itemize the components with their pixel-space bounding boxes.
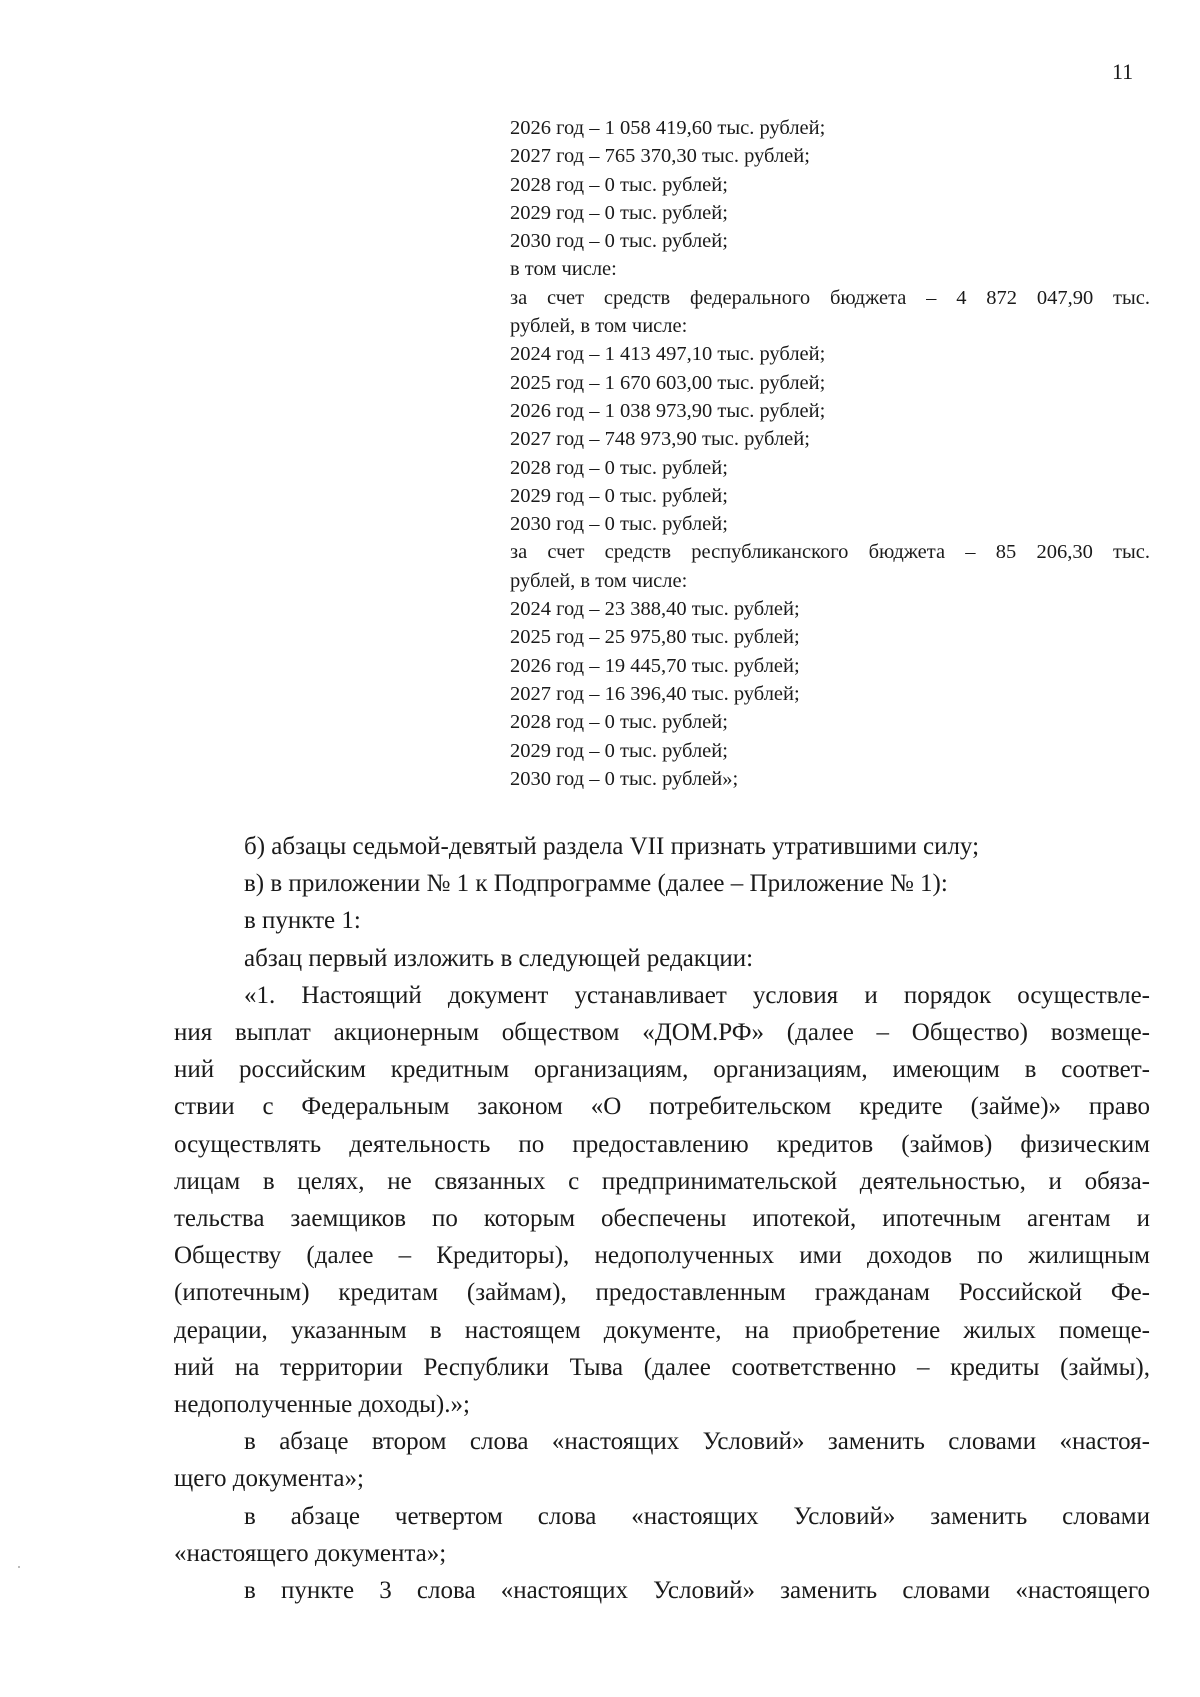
paragraph-line: лицам в целях, не связанных с предпринимательской деятельностью, и обяза- — [174, 1167, 1150, 1195]
list-line: 2024 год – 23 388,40 тыс. рублей; — [510, 598, 800, 621]
paragraph-line: «настоящего документа»; — [174, 1539, 447, 1567]
list-line: 2027 год – 765 370,30 тыс. рублей; — [510, 145, 810, 168]
paragraph-line: ний российским кредитным организациям, организациям, имеющим в соответ- — [174, 1056, 1150, 1084]
list-line: 2029 год – 0 тыс. рублей; — [510, 484, 728, 507]
amendments-text — [174, 828, 1150, 1609]
list-line: 2030 год – 0 тыс. рублей; — [510, 230, 728, 253]
paragraph-line: в абзаце втором слова «настоящих Условий» заменить словами «настоя- — [244, 1428, 1150, 1456]
paragraph-line: ния выплат акционерным обществом «ДОМ.РФ» (далее – Общество) возмеще- — [174, 1019, 1150, 1047]
paragraph-line: дерации, указанным в настоящем документе, на приобретение жилых помеще- — [174, 1316, 1150, 1344]
list-line: 2027 год – 16 396,40 тыс. рублей; — [510, 682, 800, 705]
scan-speck — [18, 1566, 20, 1568]
paragraph-line: недополученные доходы).»; — [174, 1391, 470, 1419]
list-line: рублей, в том числе: — [510, 569, 688, 592]
paragraph-line: в) в приложении № 1 к Подпрограмме (далее – Приложение № 1): — [244, 870, 948, 898]
list-line: 2025 год – 25 975,80 тыс. рублей; — [510, 626, 800, 649]
paragraph-line: Обществу (далее – Кредиторы), недополученных ими доходов по жилищным — [174, 1242, 1150, 1270]
list-line: 2028 год – 0 тыс. рублей; — [510, 173, 728, 196]
paragraph-line: в пункте 3 слова «настоящих Условий» заменить словами «настоящего — [244, 1577, 1150, 1605]
list-line: 2026 год – 19 445,70 тыс. рублей; — [510, 654, 800, 677]
paragraph-line: (ипотечным) кредитам (займам), предоставленным гражданам Российской Фе- — [174, 1279, 1150, 1307]
list-line: 2026 год – 1 058 419,60 тыс. рублей; — [510, 117, 826, 139]
list-line: 2025 год – 1 670 603,00 тыс. рублей; — [510, 371, 826, 394]
list-line: 2029 год – 0 тыс. рублей; — [510, 739, 728, 762]
list-line: 2030 год – 0 тыс. рублей; — [510, 513, 728, 536]
paragraph-line: тельства заемщиков по которым обеспечены ипотекой, ипотечным агентам и — [174, 1205, 1150, 1233]
paragraph-line: абзац первый изложить в следующей редакции: — [244, 944, 754, 972]
list-line: 2024 год – 1 413 497,10 тыс. рублей; — [510, 343, 826, 366]
list-line: 2028 год – 0 тыс. рублей; — [510, 456, 728, 479]
paragraph-line: «1. Настоящий документ устанавливает условия и порядок осуществле- — [244, 981, 1150, 1009]
paragraph-line: б) абзацы седьмой-девятый раздела VII признать утратившими силу; — [244, 833, 980, 860]
funding-breakdown-list — [510, 114, 1150, 793]
list-line: 2027 год – 748 973,90 тыс. рублей; — [510, 428, 810, 451]
list-line: в том числе: — [510, 258, 617, 281]
paragraph-line: щего документа»; — [174, 1465, 364, 1493]
list-line: за счет средств федерального бюджета – 4 872 047,90 тыс. — [510, 286, 1150, 309]
paragraph-line: осуществлять деятельность по предоставлению кредитов (займов) физическим — [174, 1130, 1150, 1158]
list-line: рублей, в том числе: — [510, 315, 688, 338]
page-number: 11 — [1112, 59, 1134, 84]
list-line: 2029 год – 0 тыс. рублей; — [510, 201, 728, 224]
list-line: 2028 год – 0 тыс. рублей; — [510, 711, 728, 734]
paragraph-line: ний на территории Республики Тыва (далее соответственно – кредиты (займы), — [174, 1353, 1150, 1381]
list-line: 2030 год – 0 тыс. рублей»; — [510, 767, 739, 790]
list-line: 2026 год – 1 038 973,90 тыс. рублей; — [510, 399, 826, 422]
paragraph-line: в абзаце четвертом слова «настоящих Условий» заменить словами — [244, 1502, 1150, 1530]
paragraph-line: ствии с Федеральным законом «О потребительском кредите (займе)» право — [174, 1093, 1150, 1121]
list-line: за счет средств республиканского бюджета – 85 206,30 тыс. — [510, 541, 1150, 564]
paragraph-line: в пункте 1: — [244, 907, 361, 935]
